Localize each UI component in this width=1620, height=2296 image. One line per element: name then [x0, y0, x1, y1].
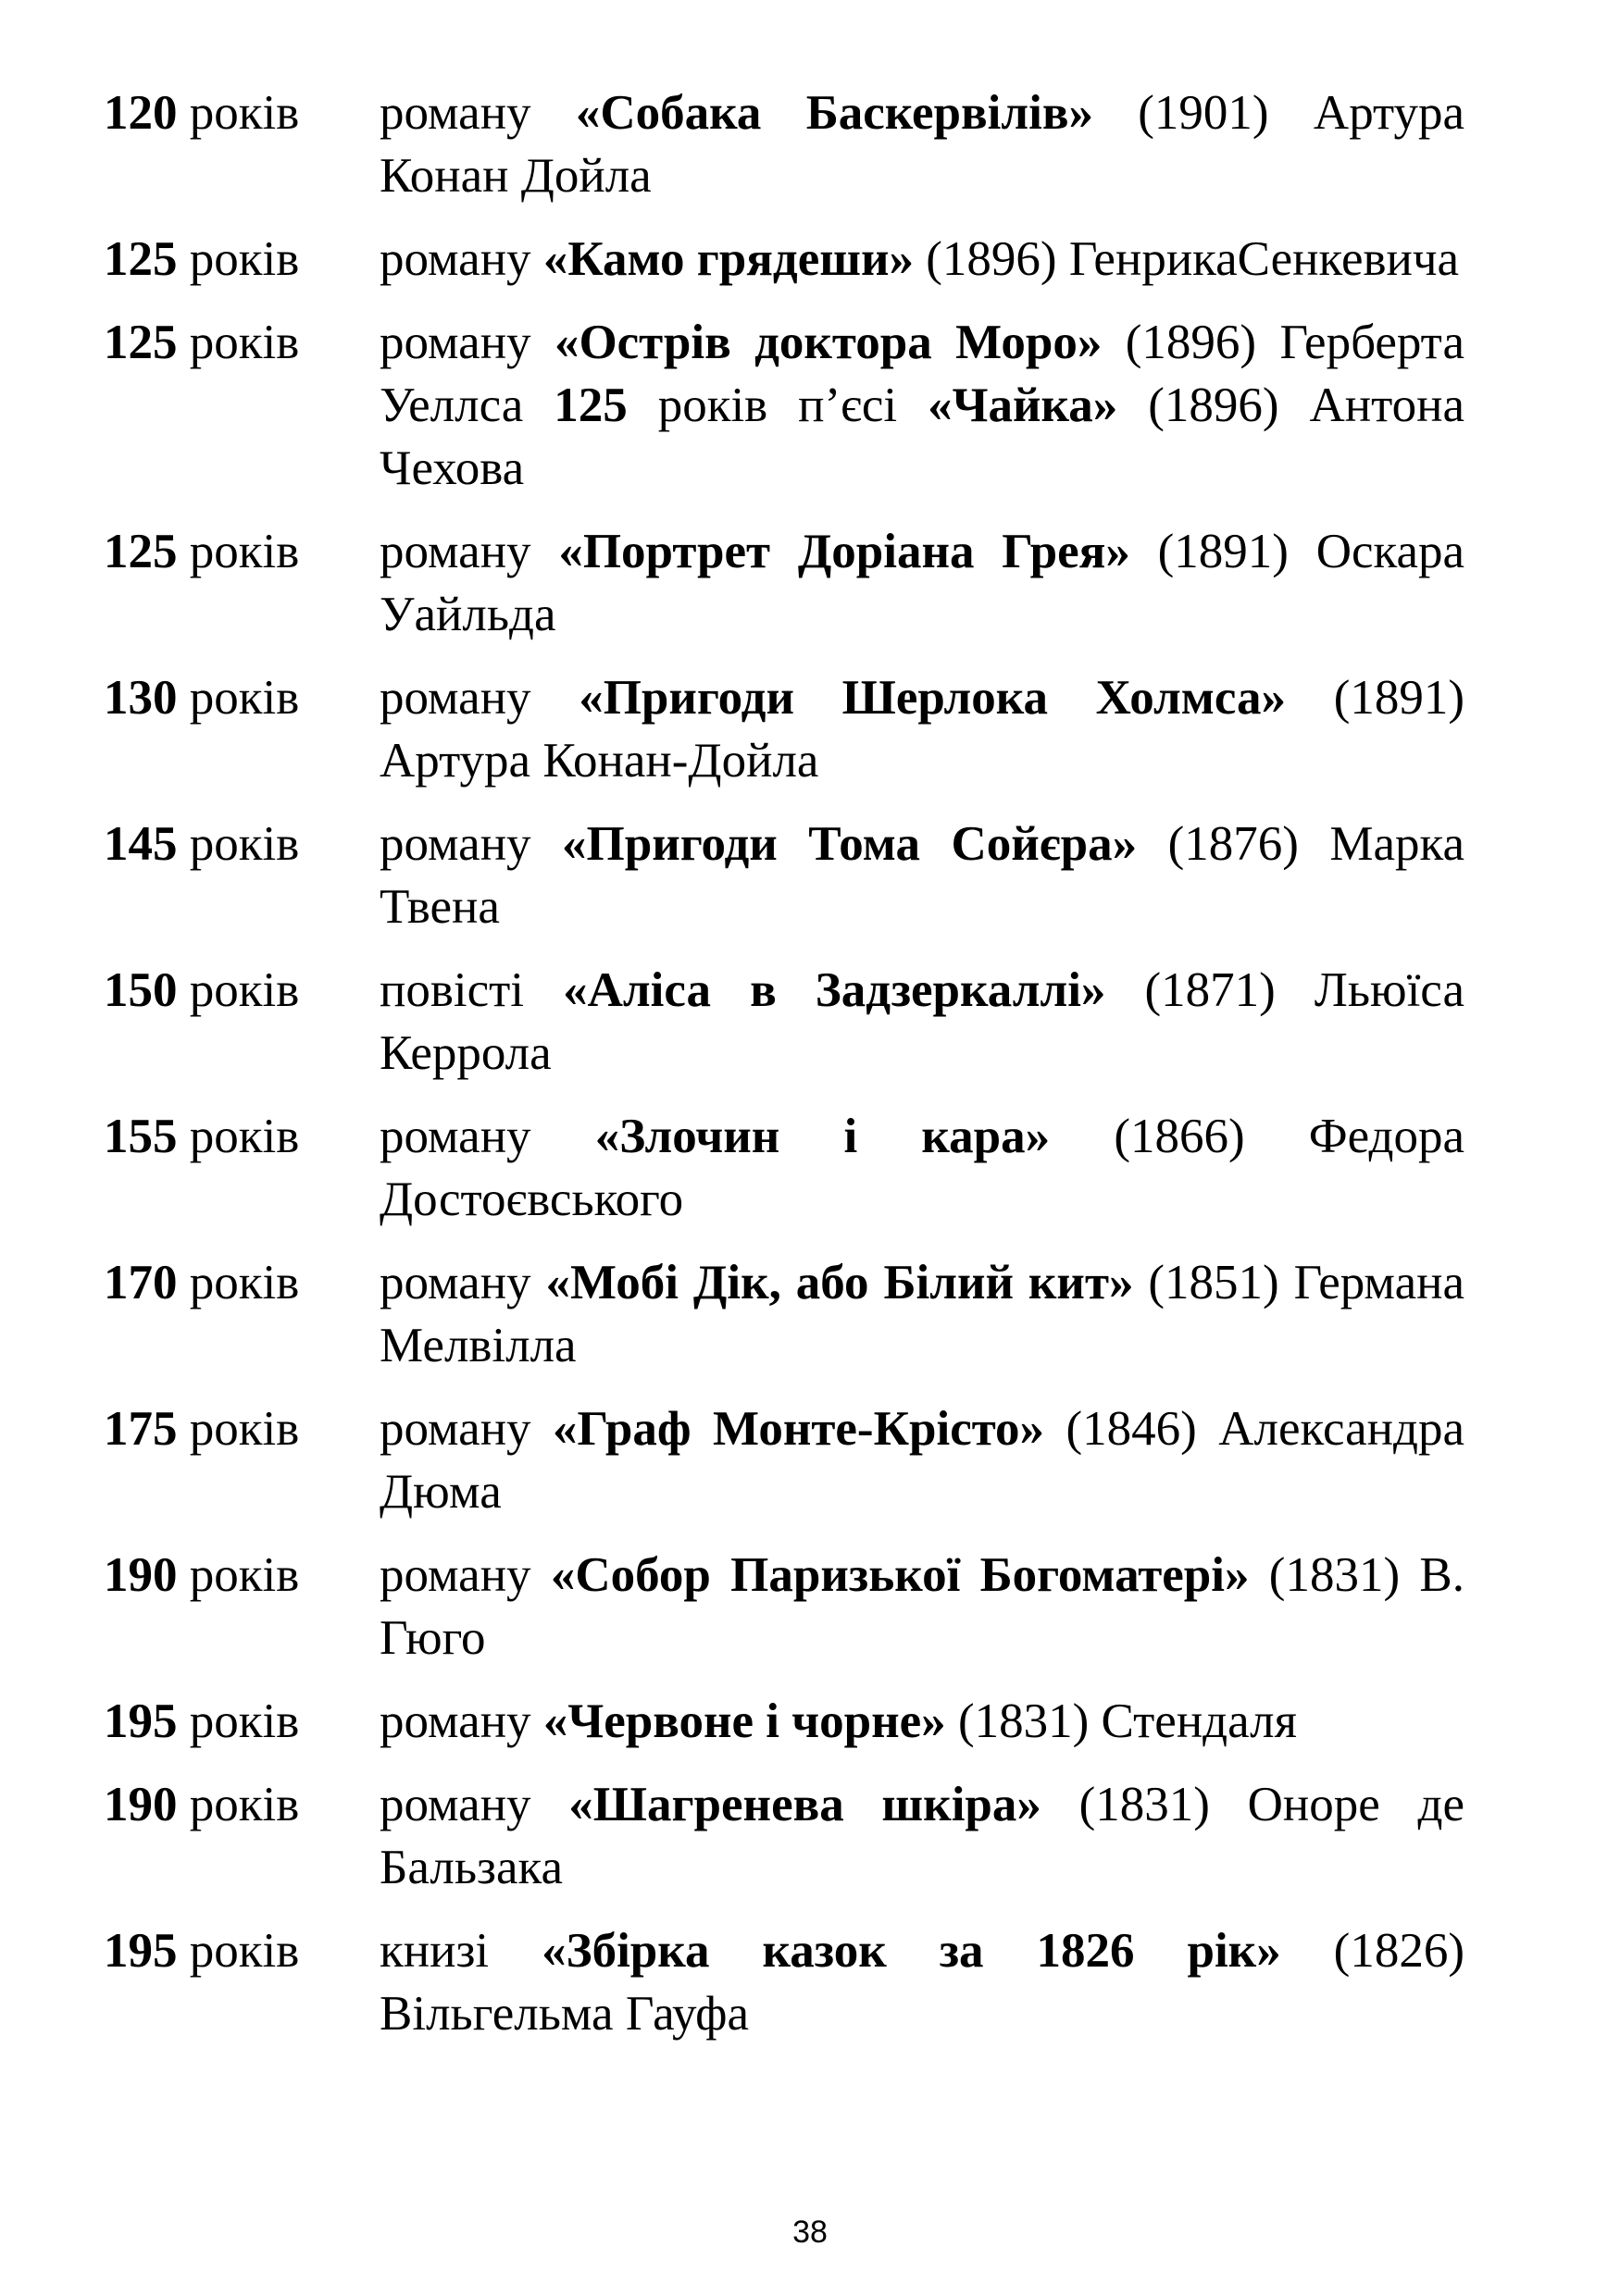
- work-year-author: (1831) Оноре де Бальзака: [380, 1778, 1465, 1894]
- work-title: «Аліса в Задзеркаллі»: [563, 963, 1106, 1017]
- years-number: 150: [104, 963, 178, 1017]
- list-item: [104, 813, 1464, 938]
- years-number: 125: [104, 525, 178, 578]
- second-work-type: років п’єсі: [627, 379, 928, 432]
- work-type: роману: [380, 1548, 551, 1602]
- work-description: [380, 666, 1464, 792]
- list-item: [104, 1397, 1464, 1523]
- work-title: «Портрет Доріана Грея»: [558, 525, 1130, 578]
- work-type: роману: [380, 1402, 554, 1456]
- years-number: 175: [104, 1402, 178, 1456]
- work-description: [380, 228, 1464, 291]
- list-item: [104, 1105, 1464, 1231]
- work-title: «Злочин і кара»: [594, 1110, 1051, 1163]
- anniversary-years: [104, 1105, 380, 1168]
- work-title: «Мобі Дік, або Білий кит»: [545, 1256, 1134, 1309]
- work-description: [380, 1544, 1464, 1669]
- work-type: роману: [380, 1110, 595, 1163]
- anniversary-list: [104, 81, 1464, 2066]
- anniversary-years: [104, 81, 380, 144]
- years-unit: років: [189, 86, 300, 140]
- work-description: [380, 1919, 1464, 2045]
- years-unit: років: [189, 525, 300, 578]
- work-year-author: (1831) Стендаля: [945, 1694, 1297, 1748]
- anniversary-years: [104, 1690, 380, 1753]
- work-type: повісті: [380, 963, 564, 1017]
- second-years-number: 125: [554, 379, 628, 432]
- work-title: «Пригоди Тома Сойєра»: [562, 817, 1138, 871]
- years-unit: років: [189, 1694, 300, 1748]
- work-description: [380, 1773, 1464, 1899]
- anniversary-years: [104, 1251, 380, 1314]
- page-number: 38: [792, 2215, 828, 2250]
- work-description: [380, 959, 1464, 1085]
- work-year-author: (1901) Артура Конан Дойла: [380, 86, 1464, 203]
- anniversary-years: [104, 1397, 380, 1460]
- work-year-author: (1876) Марка Твена: [380, 817, 1465, 934]
- years-number: 190: [104, 1778, 178, 1831]
- second-work-year-author: (1896) Антона Чехова: [380, 379, 1464, 495]
- list-item: [104, 228, 1464, 291]
- work-description: [380, 1105, 1464, 1231]
- work-title: «Червоне і чорне»: [542, 1694, 946, 1748]
- years-unit: років: [189, 232, 300, 286]
- anniversary-years: [104, 813, 380, 875]
- years-unit: років: [189, 963, 300, 1017]
- anniversary-years: [104, 520, 380, 583]
- work-year-author: (1851) Германа Мелвілла: [380, 1256, 1464, 1372]
- years-number: 125: [104, 232, 178, 286]
- years-number: 125: [104, 316, 178, 369]
- work-type: книзі: [380, 1924, 542, 1978]
- work-type: роману: [380, 1256, 546, 1309]
- anniversary-years: [104, 311, 380, 374]
- years-number: 120: [104, 86, 178, 140]
- work-type: роману: [380, 671, 579, 725]
- years-number: 195: [104, 1694, 178, 1748]
- work-title: «Собака Баскервілів»: [575, 86, 1093, 140]
- anniversary-years: [104, 666, 380, 729]
- work-description: [380, 1251, 1464, 1377]
- work-type: роману: [380, 817, 563, 871]
- work-year-author: (1891) Артура Конан-Дойла: [380, 671, 1464, 788]
- years-unit: років: [189, 817, 300, 871]
- list-item: [104, 959, 1464, 1085]
- anniversary-years: [104, 1773, 380, 1836]
- work-title: «Граф Монте-Крісто»: [553, 1402, 1045, 1456]
- work-year-author: (1896) Герберта Уеллса: [380, 316, 1465, 432]
- years-number: 195: [104, 1924, 178, 1978]
- years-unit: років: [189, 1778, 300, 1831]
- work-title: «Камо грядеши»: [542, 232, 915, 286]
- list-item: [104, 81, 1464, 207]
- years-number: 130: [104, 671, 178, 725]
- work-year-author: (1826) Вільгельма Гауфа: [380, 1924, 1464, 2041]
- work-year-author: (1871) Льюїса Керрола: [380, 963, 1465, 1080]
- years-unit: років: [189, 1256, 300, 1309]
- work-year-author: (1896) ГенрикаСенкевича: [914, 232, 1460, 286]
- work-year-author: (1866) Федора Достоєвського: [380, 1110, 1464, 1226]
- work-description: [380, 813, 1464, 938]
- list-item: [104, 666, 1464, 792]
- years-number: 170: [104, 1256, 178, 1309]
- list-item: [104, 1773, 1464, 1899]
- work-year-author: (1846) Александра Дюма: [380, 1402, 1464, 1519]
- work-description: [380, 1690, 1464, 1753]
- work-title: «Пригоди Шерлока Холмса»: [579, 671, 1287, 725]
- work-description: [380, 1397, 1464, 1523]
- years-unit: років: [189, 1924, 300, 1978]
- list-item: [104, 520, 1464, 646]
- years-unit: років: [189, 1548, 300, 1602]
- anniversary-years: [104, 959, 380, 1022]
- work-year-author: (1831) В. Гюго: [380, 1548, 1464, 1665]
- work-type: роману: [380, 232, 543, 286]
- years-unit: років: [189, 316, 300, 369]
- list-item: [104, 1690, 1464, 1753]
- years-number: 190: [104, 1548, 178, 1602]
- years-unit: років: [189, 1402, 300, 1456]
- years-unit: років: [189, 671, 300, 725]
- work-description: [380, 81, 1464, 207]
- list-item: [104, 1919, 1464, 2045]
- list-item: [104, 311, 1464, 500]
- years-unit: років: [189, 1110, 300, 1163]
- work-type: роману: [380, 525, 559, 578]
- work-title: «Збірка казок за 1826 рік»: [542, 1924, 1281, 1978]
- years-number: 155: [104, 1110, 178, 1163]
- work-type: роману: [380, 316, 555, 369]
- anniversary-years: [104, 228, 380, 291]
- work-title: «Собор Паризької Богоматері»: [550, 1548, 1250, 1602]
- years-number: 145: [104, 817, 178, 871]
- anniversary-years: [104, 1544, 380, 1607]
- work-type: роману: [380, 1694, 543, 1748]
- second-work-title: «Чайка»: [928, 379, 1118, 432]
- list-item: [104, 1544, 1464, 1669]
- work-type: роману: [380, 1778, 569, 1831]
- anniversary-years: [104, 1919, 380, 1982]
- work-year-author: (1891) Оскара Уайльда: [380, 525, 1464, 641]
- list-item: [104, 1251, 1464, 1377]
- work-type: роману: [380, 86, 576, 140]
- work-description: [380, 520, 1464, 646]
- work-description: [380, 311, 1464, 500]
- work-title: «Шагренева шкіра»: [568, 1778, 1041, 1831]
- work-title: «Острів доктора Моро»: [554, 316, 1103, 369]
